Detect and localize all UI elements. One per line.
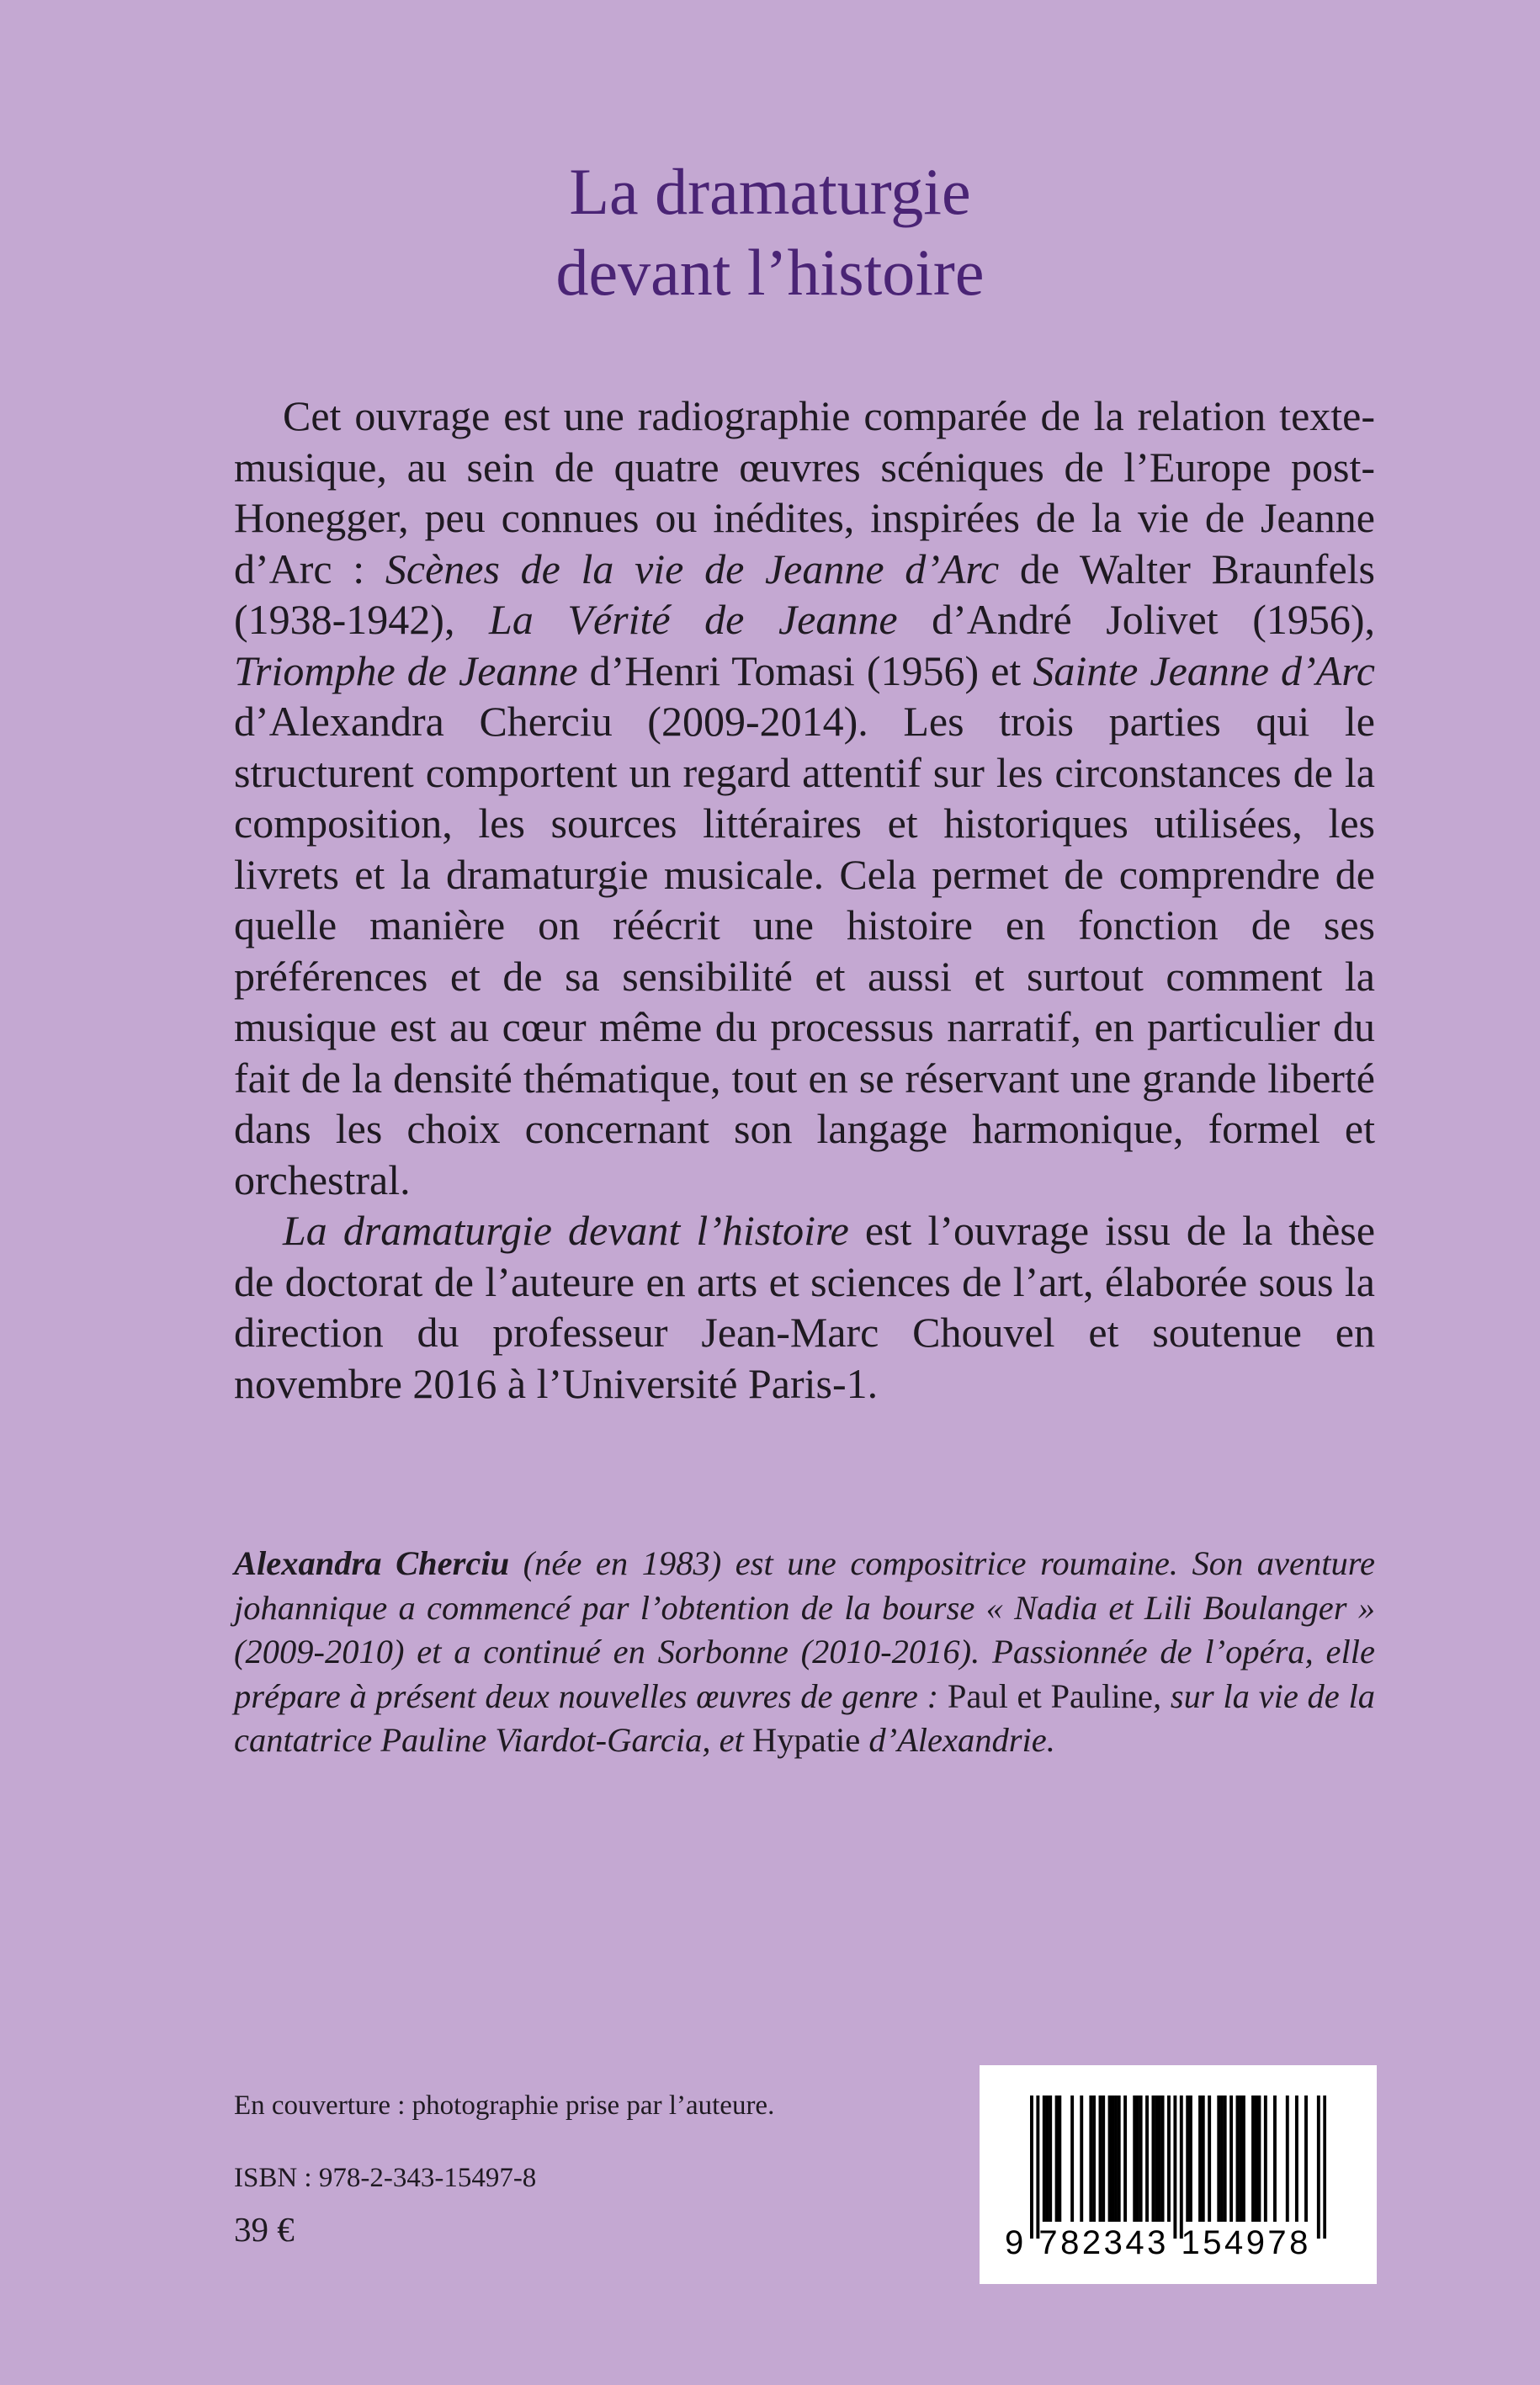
barcode-bar	[1161, 2096, 1165, 2222]
barcode-bar	[1217, 2096, 1220, 2222]
barcode-bar	[1236, 2096, 1240, 2222]
barcode-bar	[1255, 2096, 1258, 2222]
barcode-bar	[1139, 2096, 1143, 2222]
work-title-jolivet: La Vérité de Jeanne	[489, 596, 898, 643]
barcode-bar	[1092, 2096, 1096, 2222]
barcode-bar	[1323, 2096, 1326, 2239]
summary-text-4: d’Alexandra Cherciu (2009-2014). Les trois parties qui le structurent comportent un regard attentif sur les circonstances de la composition, les sources littéraires et historiques utilisées, les livrets et la dramaturgie musicale. Cela permet de comprendre de quelle manière on réécrit une histoire en fonction de ses préférences et de sa sensibilité et aussi et surtout comment la musique est au cœur même du processus narratif, en particulier du fait de la densité thématique, tout en se réservant une grande liberté dans les choix concernant son langage harmonique, formel et orchestral.	[234, 698, 1375, 1203]
barcode-bar	[1043, 2096, 1046, 2222]
isbn: ISBN : 978-2-343-15497-8	[234, 2163, 537, 2193]
bio-text-1: (née en 1983) est une compositrice roumaine. Son aventure johannique a commencé par l’obtention de la bourse « Nadia et Lili Boulanger » (2009-2010) et a continué en Sorbonne (2010-2016). Passionnée de l’opéra, elle prépare à présent deux nouvelles œuvres de genre :	[234, 1544, 1375, 1715]
bio-work-hypatie: Hypatie	[751, 1721, 861, 1759]
book-title	[0, 151, 1540, 313]
barcode-bar	[1239, 2096, 1242, 2222]
summary-intro: Cet ouvrage est une radiographie comparée de la relation texte-musique, au sein de quatre œuvres scéniques de l’Europe post-Honegger, peu connues ou inédites, inspirées de la vie de Jeanne d’Arc :	[234, 392, 1375, 592]
barcode-bar	[1186, 2096, 1189, 2222]
barcode-bar	[1114, 2096, 1118, 2222]
barcode-bar	[1155, 2096, 1158, 2222]
barcode-bar	[1111, 2096, 1114, 2222]
summary-text-3: d’Henri Tomasi (1956) et	[577, 646, 1033, 694]
barcode-bar	[1295, 2096, 1298, 2222]
barcode-bar	[1189, 2096, 1192, 2222]
barcode-bar	[1173, 2096, 1176, 2239]
work-title-tomasi: Triomphe de Jeanne	[234, 646, 578, 694]
barcode-bar	[1264, 2096, 1267, 2222]
barcode-bar	[1080, 2096, 1083, 2222]
barcode-bar	[1133, 2096, 1136, 2222]
barcode-bar	[1257, 2096, 1261, 2222]
summary-paragraph-1	[234, 390, 1375, 1205]
summary-text-1: de Walter Braunfels (1938-1942),	[234, 544, 1376, 643]
barcode-digits: 9 782343 154978	[1005, 2224, 1311, 2261]
barcode-bar	[1202, 2096, 1205, 2222]
bio-text-3: d’Alexandrie.	[860, 1721, 1055, 1759]
barcode-bar	[1123, 2096, 1127, 2222]
barcode-bar	[1102, 2096, 1105, 2222]
title-line-1: La dramaturgie	[569, 155, 971, 229]
barcode-bar	[1273, 2096, 1277, 2222]
barcode-bar	[1167, 2096, 1171, 2222]
barcode-bar	[1286, 2096, 1289, 2222]
title-line-2: devant l’histoire	[555, 236, 985, 310]
barcode-bar	[1198, 2096, 1202, 2222]
barcode-bars	[1030, 2096, 1326, 2239]
barcode-bar	[1180, 2096, 1183, 2239]
author-bio	[234, 1542, 1375, 1763]
barcode-bar	[1058, 2096, 1061, 2222]
bio-text-2: , sur la vie de la cantatrice Pauline Viardot-Garcia, et	[234, 1676, 1375, 1759]
barcode-bar	[1118, 2096, 1121, 2222]
barcode-bar	[1145, 2096, 1149, 2222]
barcode-bar	[1220, 2096, 1224, 2222]
summary-paragraph-2	[234, 1205, 1375, 1409]
summary-text-5: est l’ouvrage issu de la thèse de doctorat de l’auteure en arts et sciences de l’art, élaborée sous la direction du professeur Jean-Marc Chouvel et soutenue en novembre 2016 à l’Université Paris-1.	[234, 1207, 1376, 1407]
barcode-bar	[1242, 2096, 1245, 2222]
barcode-bar	[1046, 2096, 1049, 2222]
barcode-bar	[1070, 2096, 1074, 2222]
barcode-bar	[1158, 2096, 1161, 2222]
bio-work-paul-et-pauline: Paul et Pauline	[947, 1676, 1153, 1715]
work-title-cherciu: Sainte Jeanne d’Arc	[1033, 646, 1375, 694]
barcode-bar	[1304, 2096, 1308, 2222]
price: 39 €	[234, 2210, 295, 2249]
barcode-bar	[1251, 2096, 1255, 2222]
barcode-bar	[1136, 2096, 1139, 2222]
work-title-braunfels: Scènes de la vie de Jeanne d’Arc	[385, 544, 1000, 592]
summary-text	[234, 390, 1375, 1409]
cover-credit: En couverture : photographie prise par l’auteure.	[234, 2090, 775, 2121]
barcode-bar	[1089, 2096, 1092, 2222]
barcode-bar	[1229, 2096, 1233, 2222]
barcode-bar	[1224, 2096, 1227, 2222]
barcode-bar	[1030, 2096, 1033, 2239]
barcode-bar	[1055, 2096, 1059, 2222]
barcode-bar	[1208, 2096, 1211, 2222]
summary-text-2: d’André Jolivet (1956),	[897, 596, 1376, 643]
barcode-bar	[1099, 2096, 1102, 2222]
barcode-bar	[1317, 2096, 1320, 2239]
barcode-bar	[1049, 2096, 1052, 2222]
barcode-bar	[1108, 2096, 1112, 2222]
barcode	[980, 2065, 1377, 2284]
barcode-bar	[1152, 2096, 1155, 2222]
author-name: Alexandra Cherciu	[234, 1544, 510, 1582]
barcode-bar	[1036, 2096, 1039, 2239]
book-title-reference: La dramaturgie devant l’histoire	[283, 1207, 849, 1254]
